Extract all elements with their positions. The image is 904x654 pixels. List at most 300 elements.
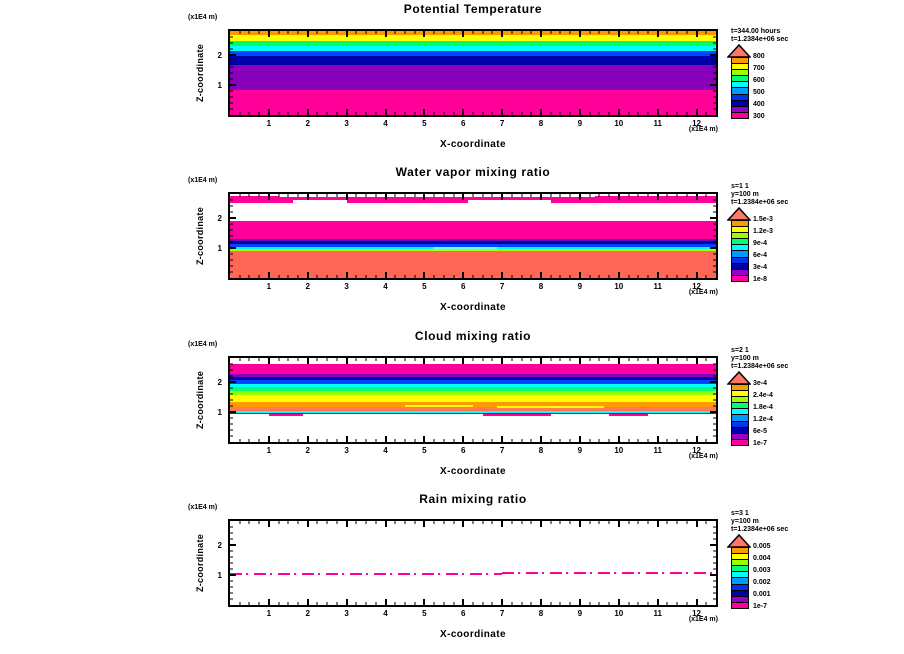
tick-mark: [356, 439, 357, 442]
contour-bands: [230, 521, 716, 605]
tick-mark: [278, 275, 279, 278]
tick-mark: [713, 557, 716, 558]
tick-mark: [713, 563, 716, 564]
tick-mark: [589, 439, 590, 442]
tick-mark: [589, 602, 590, 605]
tick-mark: [511, 31, 512, 34]
tick-mark: [706, 194, 707, 197]
x-tick-label: 10: [614, 282, 624, 291]
tick-mark: [259, 31, 260, 34]
tick-mark: [696, 521, 698, 527]
tick-mark: [618, 194, 620, 200]
tick-mark: [677, 112, 678, 115]
tick-mark: [599, 439, 600, 442]
colorbar-tick-label: 0.005: [753, 543, 771, 550]
x-tick-label: 3: [344, 609, 349, 618]
tick-mark: [443, 194, 444, 197]
tick-mark: [288, 194, 289, 197]
tick-mark: [327, 602, 328, 605]
tick-mark: [540, 109, 542, 115]
tick-mark: [278, 112, 279, 115]
tick-mark: [501, 521, 503, 527]
tick-mark: [713, 200, 716, 201]
tick-mark: [521, 194, 522, 197]
tick-mark: [356, 31, 357, 34]
colorbar-tick-label: 2.4e-4: [753, 392, 773, 399]
tick-mark: [710, 54, 716, 56]
tick-mark: [230, 84, 236, 86]
x-tick-label: 12: [692, 282, 701, 291]
tick-mark: [713, 593, 716, 594]
x-tick-label: 10: [614, 609, 624, 618]
tick-mark: [346, 272, 348, 278]
tick-mark: [327, 31, 328, 34]
tick-mark: [346, 358, 348, 364]
tick-mark: [696, 272, 698, 278]
tick-mark: [278, 31, 279, 34]
tick-mark: [686, 194, 687, 197]
tick-mark: [609, 439, 610, 442]
tick-mark: [239, 602, 240, 605]
tick-mark: [713, 364, 716, 365]
tick-mark: [713, 424, 716, 425]
tick-mark: [570, 521, 571, 524]
tick-mark: [713, 108, 716, 109]
tick-mark: [550, 358, 551, 361]
colorbar-segment: [732, 112, 748, 118]
x-tick-label: 4: [383, 446, 388, 455]
tick-mark: [327, 112, 328, 115]
tick-mark: [375, 602, 376, 605]
annotation-line: s=1 1: [731, 183, 749, 190]
tick-mark: [366, 31, 367, 34]
tick-mark: [462, 31, 464, 37]
tick-mark: [706, 358, 707, 361]
tick-mark: [686, 439, 687, 442]
tick-mark: [550, 112, 551, 115]
panel-water-vapor-mixing-ratio: [0, 163, 904, 326]
tick-mark: [628, 602, 629, 605]
tick-mark: [336, 521, 337, 524]
tick-mark: [453, 439, 454, 442]
tick-mark: [259, 275, 260, 278]
tick-mark: [230, 370, 233, 371]
tick-mark: [696, 599, 698, 605]
tick-mark: [521, 31, 522, 34]
contour-band: [230, 521, 716, 605]
tick-mark: [423, 358, 425, 364]
x-axis-label: X-coordinate: [440, 139, 506, 150]
x-tick-label: 10: [614, 446, 624, 455]
tick-mark: [230, 598, 233, 599]
tick-mark: [686, 602, 687, 605]
tick-mark: [249, 112, 250, 115]
tick-mark: [710, 411, 716, 413]
tick-mark: [395, 112, 396, 115]
contour-streak: [434, 247, 497, 249]
tick-mark: [570, 439, 571, 442]
tick-mark: [560, 112, 561, 115]
tick-mark: [317, 112, 318, 115]
tick-mark: [307, 272, 309, 278]
tick-mark: [647, 31, 648, 34]
x-tick-label: 12: [692, 119, 701, 128]
tick-mark: [395, 602, 396, 605]
y-axis-label: Z-coordinate: [195, 206, 205, 266]
tick-mark: [327, 521, 328, 524]
tick-mark: [531, 521, 532, 524]
tick-mark: [230, 206, 233, 207]
contour-band: [230, 65, 716, 90]
tick-mark: [696, 358, 698, 364]
tick-mark: [560, 602, 561, 605]
tick-mark: [327, 194, 328, 197]
tick-mark: [638, 275, 639, 278]
x-tick-label: 6: [461, 282, 466, 291]
tick-mark: [657, 436, 659, 442]
tick-mark: [307, 436, 309, 442]
tick-mark: [713, 388, 716, 389]
tick-mark: [579, 358, 581, 364]
tick-mark: [366, 439, 367, 442]
colorbar: [731, 384, 749, 446]
contour-bands: [230, 358, 716, 442]
tick-mark: [423, 31, 425, 37]
tick-mark: [288, 275, 289, 278]
tick-mark: [404, 602, 405, 605]
tick-mark: [589, 275, 590, 278]
tick-mark: [230, 593, 233, 594]
x-tick-label: 5: [422, 446, 427, 455]
tick-mark: [667, 112, 668, 115]
tick-mark: [356, 602, 357, 605]
colorbar-tick-label: 3e-4: [753, 264, 768, 271]
tick-mark: [540, 436, 542, 442]
tick-mark: [618, 109, 620, 115]
tick-mark: [657, 599, 659, 605]
tick-mark: [473, 602, 474, 605]
colorbar-tick-label: 500: [753, 89, 765, 96]
tick-mark: [443, 358, 444, 361]
colorbar-annotation: [731, 510, 788, 534]
y-axis-label: Z-coordinate: [195, 370, 205, 430]
tick-mark: [713, 230, 716, 231]
tick-mark: [462, 599, 464, 605]
colorbar-segment: [732, 275, 748, 281]
tick-mark: [657, 358, 659, 364]
tick-mark: [327, 358, 328, 361]
tick-mark: [560, 521, 561, 524]
tick-mark: [230, 247, 236, 249]
contour-band: [230, 203, 716, 221]
tick-mark: [609, 275, 610, 278]
tick-mark: [647, 521, 648, 524]
tick-mark: [462, 109, 464, 115]
tick-mark: [230, 271, 233, 272]
tick-mark: [288, 521, 289, 524]
tick-mark: [560, 194, 561, 197]
annotation-line: t=344.00 hours: [731, 28, 781, 35]
tick-mark: [230, 79, 233, 80]
tick-mark: [713, 598, 716, 599]
x-tick-label: 7: [499, 119, 505, 128]
colorbar-tick-label: 9e-4: [753, 240, 768, 247]
tick-mark: [336, 358, 337, 361]
tick-mark: [599, 31, 600, 34]
tick-mark: [713, 242, 716, 243]
tick-mark: [336, 602, 337, 605]
tick-mark: [230, 254, 233, 255]
tick-mark: [713, 539, 716, 540]
tick-mark: [677, 521, 678, 524]
tick-mark: [278, 602, 279, 605]
tick-mark: [521, 521, 522, 524]
tick-mark: [696, 109, 698, 115]
tick-mark: [531, 602, 532, 605]
tick-mark: [579, 194, 581, 200]
tick-mark: [268, 194, 270, 200]
tick-mark: [346, 436, 348, 442]
tick-mark: [423, 272, 425, 278]
tick-mark: [473, 194, 474, 197]
x-tick-label: 9: [577, 282, 583, 291]
tick-mark: [531, 194, 532, 197]
y-axis-unit: (x1E4 m): [188, 341, 218, 348]
tick-mark: [609, 194, 610, 197]
colorbar-tick-label: 6e-5: [753, 428, 768, 435]
contour-band: [230, 251, 716, 278]
tick-mark: [628, 439, 629, 442]
tick-mark: [259, 112, 260, 115]
tick-mark: [570, 275, 571, 278]
chart-title: Rain mixing ratio: [419, 492, 527, 506]
tick-mark: [710, 381, 716, 383]
contour-streak: [230, 196, 279, 199]
tick-mark: [579, 521, 581, 527]
x-axis-unit: (x1E4 m): [688, 126, 718, 133]
tick-mark: [706, 602, 707, 605]
tick-mark: [686, 31, 687, 34]
tick-mark: [492, 358, 493, 361]
tick-mark: [713, 271, 716, 272]
tick-mark: [492, 275, 493, 278]
tick-mark: [638, 112, 639, 115]
y-tick-label: 1: [217, 408, 222, 417]
tick-mark: [346, 194, 348, 200]
tick-mark: [492, 112, 493, 115]
tick-mark: [453, 602, 454, 605]
x-tick-label: 11: [653, 282, 662, 291]
tick-mark: [268, 599, 270, 605]
tick-mark: [579, 109, 581, 115]
tick-mark: [268, 109, 270, 115]
tick-mark: [713, 224, 716, 225]
x-tick-label: 6: [461, 609, 466, 618]
tick-mark: [346, 31, 348, 37]
tick-mark: [706, 521, 707, 524]
chart-title: Water vapor mixing ratio: [395, 165, 551, 179]
tick-mark: [713, 394, 716, 395]
tick-mark: [230, 61, 233, 62]
tick-mark: [385, 109, 387, 115]
colorbar-annotation: [731, 183, 788, 207]
tick-mark: [589, 31, 590, 34]
tick-mark: [230, 411, 236, 413]
x-tick-label: 1: [266, 609, 272, 618]
tick-mark: [453, 31, 454, 34]
tick-mark: [385, 521, 387, 527]
tick-mark: [713, 435, 716, 436]
tick-mark: [531, 112, 532, 115]
tick-mark: [531, 439, 532, 442]
tick-mark: [317, 275, 318, 278]
tick-mark: [230, 563, 233, 564]
tick-mark: [560, 439, 561, 442]
tick-mark: [462, 436, 464, 442]
y-tick-label: 1: [217, 244, 222, 253]
tick-mark: [589, 112, 590, 115]
tick-mark: [609, 602, 610, 605]
tick-mark: [511, 521, 512, 524]
tick-mark: [599, 521, 600, 524]
panel-rain-mixing-ratio: [0, 490, 904, 653]
tick-mark: [713, 37, 716, 38]
tick-mark: [298, 358, 299, 361]
x-tick-label: 9: [577, 609, 583, 618]
tick-mark: [404, 31, 405, 34]
tick-mark: [713, 79, 716, 80]
tick-mark: [560, 358, 561, 361]
tick-mark: [713, 206, 716, 207]
tick-mark: [230, 73, 233, 74]
tick-mark: [346, 521, 348, 527]
tick-mark: [249, 194, 250, 197]
tick-mark: [336, 31, 337, 34]
tick-mark: [375, 521, 376, 524]
x-tick-label: 7: [499, 282, 505, 291]
tick-mark: [677, 194, 678, 197]
colorbar-tick-label: 600: [753, 77, 765, 84]
tick-mark: [667, 194, 668, 197]
tick-mark: [288, 31, 289, 34]
colorbar-tick-label: 0.001: [753, 591, 771, 598]
tick-mark: [414, 602, 415, 605]
colorbar-tick-label: 400: [753, 101, 765, 108]
tick-mark: [259, 521, 260, 524]
tick-mark: [501, 109, 503, 115]
colorbar-tick-label: 1e-7: [753, 440, 768, 447]
tick-mark: [307, 358, 309, 364]
tick-mark: [366, 358, 367, 361]
tick-mark: [638, 358, 639, 361]
tick-mark: [560, 275, 561, 278]
tick-mark: [713, 406, 716, 407]
y-axis-label: Z-coordinate: [195, 43, 205, 103]
tick-mark: [713, 430, 716, 431]
tick-mark: [298, 439, 299, 442]
tick-mark: [230, 236, 233, 237]
tick-mark: [713, 97, 716, 98]
tick-mark: [230, 224, 233, 225]
tick-mark: [511, 275, 512, 278]
tick-mark: [230, 200, 233, 201]
y-axis-unit: (x1E4 m): [188, 504, 218, 511]
contour-band: [230, 221, 716, 239]
tick-mark: [713, 551, 716, 552]
tick-mark: [686, 521, 687, 524]
y-tick-label: 2: [217, 51, 222, 60]
tick-mark: [385, 599, 387, 605]
annotation-line: s=2 1: [731, 347, 749, 354]
tick-mark: [307, 521, 309, 527]
tick-mark: [288, 602, 289, 605]
x-tick-label: 2: [305, 119, 310, 128]
y-axis-label: Z-coordinate: [195, 533, 205, 593]
plot-area: [228, 192, 718, 280]
colorbar: [731, 220, 749, 282]
tick-mark: [609, 31, 610, 34]
tick-mark: [628, 112, 629, 115]
chart-title: Potential Temperature: [403, 2, 543, 16]
tick-mark: [677, 31, 678, 34]
colorbar-tick-label: 6e-4: [753, 252, 768, 259]
tick-mark: [647, 275, 648, 278]
tick-mark: [230, 400, 233, 401]
x-tick-label: 1: [266, 119, 272, 128]
colorbar-segment: [732, 602, 748, 608]
x-tick-label: 9: [577, 119, 583, 128]
tick-mark: [230, 587, 233, 588]
tick-mark: [268, 272, 270, 278]
x-tick-label: 11: [653, 609, 662, 618]
tick-mark: [713, 581, 716, 582]
colorbar-tick-label: 1e-8: [753, 276, 768, 283]
tick-mark: [628, 275, 629, 278]
tick-mark: [609, 112, 610, 115]
tick-mark: [230, 97, 233, 98]
tick-mark: [579, 31, 581, 37]
tick-mark: [482, 602, 483, 605]
tick-mark: [375, 439, 376, 442]
tick-mark: [667, 602, 668, 605]
tick-mark: [239, 358, 240, 361]
tick-mark: [667, 275, 668, 278]
tick-mark: [453, 194, 454, 197]
tick-mark: [462, 194, 464, 200]
contour-streak: [293, 200, 346, 203]
tick-mark: [230, 381, 236, 383]
tick-mark: [657, 521, 659, 527]
tick-mark: [550, 521, 551, 524]
tick-mark: [239, 112, 240, 115]
annotation-line: y=100 m: [731, 355, 759, 362]
tick-mark: [713, 103, 716, 104]
tick-mark: [713, 254, 716, 255]
tick-mark: [434, 439, 435, 442]
tick-mark: [230, 551, 233, 552]
tick-mark: [375, 194, 376, 197]
tick-mark: [482, 521, 483, 524]
tick-mark: [423, 194, 425, 200]
tick-mark: [540, 358, 542, 364]
colorbar-overflow-triangle: [727, 44, 751, 58]
tick-mark: [395, 521, 396, 524]
tick-mark: [686, 358, 687, 361]
tick-mark: [375, 31, 376, 34]
tick-mark: [531, 31, 532, 34]
tick-mark: [677, 602, 678, 605]
x-tick-label: 7: [499, 446, 505, 455]
